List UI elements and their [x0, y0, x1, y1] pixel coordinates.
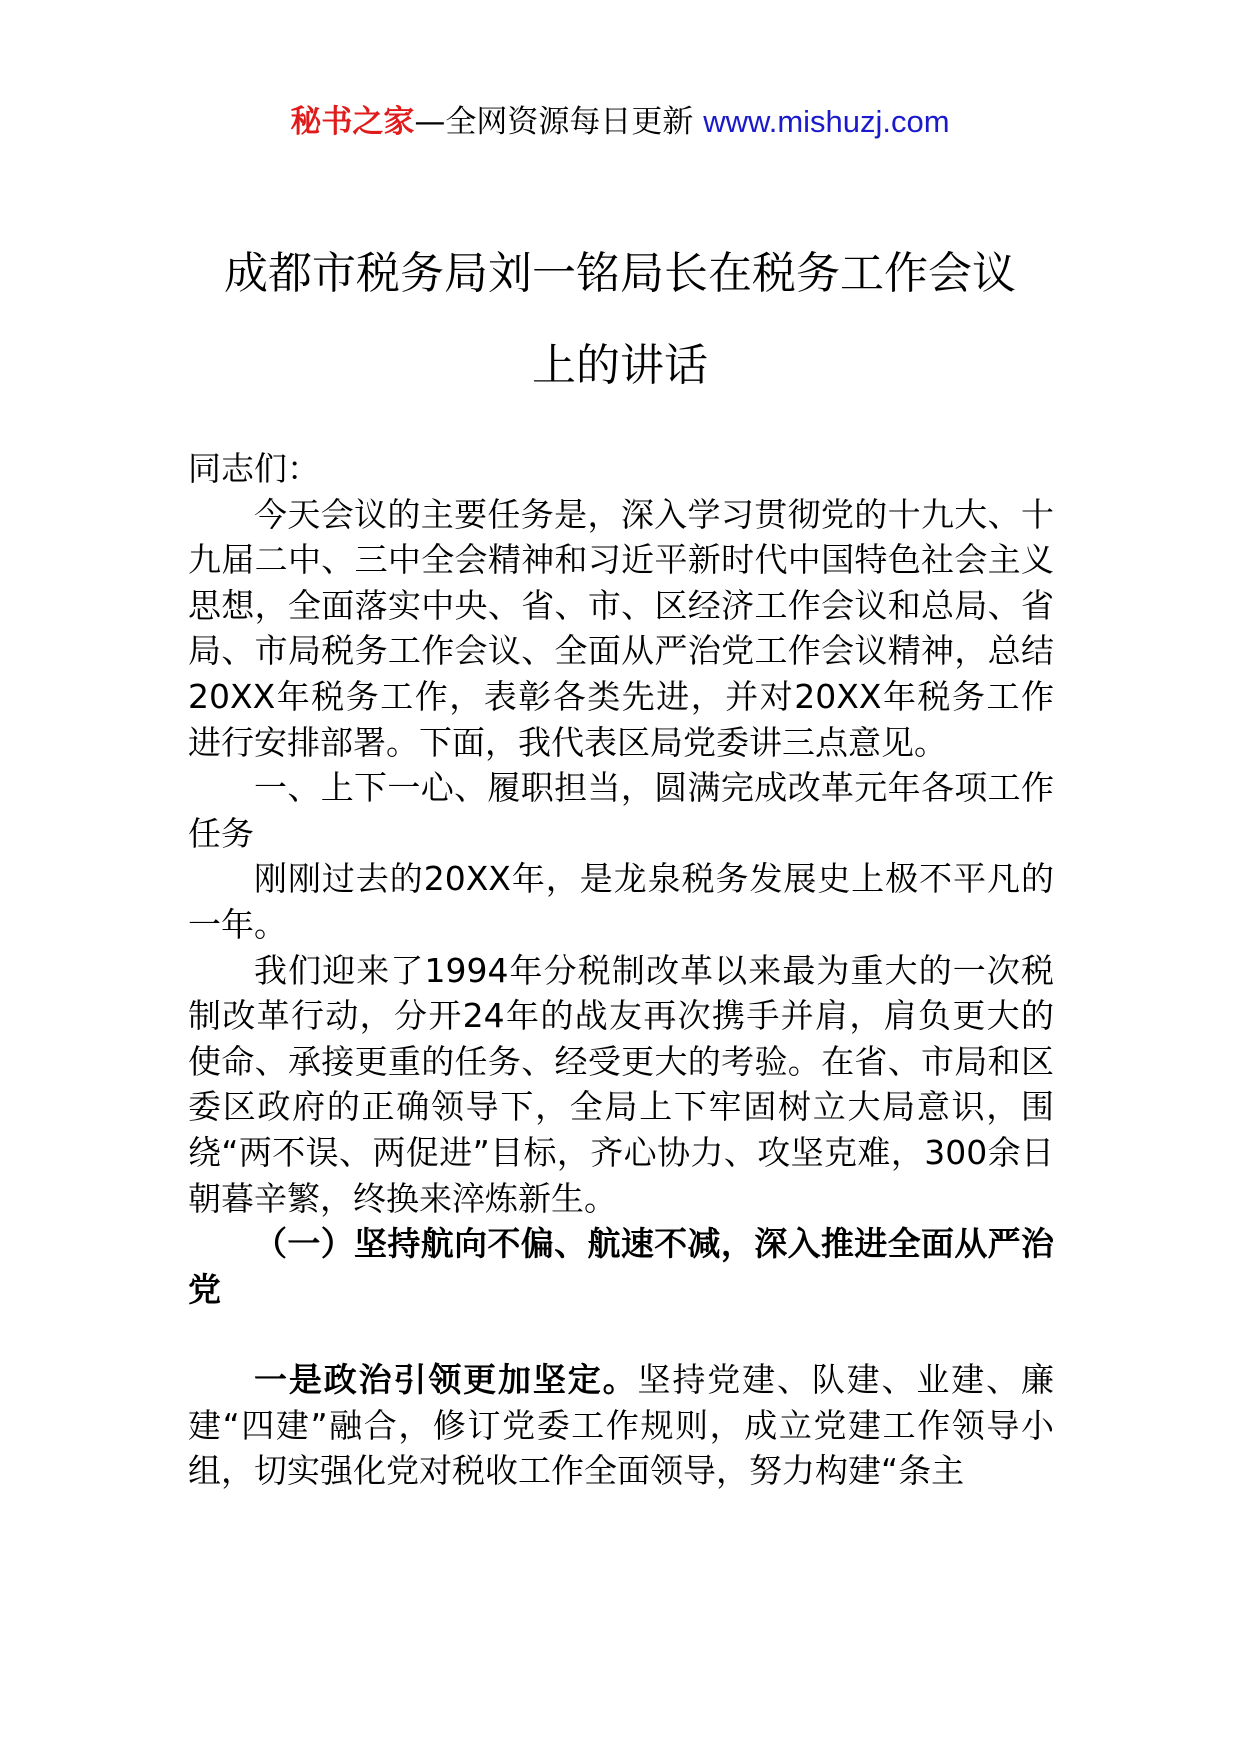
paragraph-spacer [188, 1312, 1054, 1357]
paragraph-intro: 今天会议的主要任务是，深入学习贯彻党的十九大、十九届二中、三中全会精神和习近平新时代中国特色社会主义思想，全面落实中央、省、市、区经济工作会议和总局、省局、市局税务工作会议、全面从严治党工作会议精神，总结20XX年税务工作，表彰各类先进，并对20XX年税务工作进行安排部署。下面，我代表区局党委讲三点意见。 [188, 494, 1054, 762]
section-heading-1: 一、上下一心、履职担当，圆满完成改革元年各项工作任务 [188, 768, 1054, 853]
document-title [190, 228, 1050, 412]
brand-name: 秘书之家 [290, 104, 415, 140]
salutation: 同志们： [188, 449, 320, 488]
paragraph-political-leadership [188, 1357, 1054, 1494]
paragraph-lead-bold: 一是政治引领更加坚定。 [254, 1360, 638, 1400]
document-body [188, 446, 1054, 1494]
site-url-link[interactable]: www.mishuzj.com [703, 104, 950, 139]
paragraph-review: 刚刚过去的20XX年，是龙泉税务发展史上极不平凡的一年。 [188, 859, 1054, 944]
title-line-2: 上的讲话 [532, 340, 708, 391]
paragraph-lead-rest: 坚持党建、队建、业建、廉建“四建”融合，修订党委工作规则，成立党建工作领导小组，切实强化党对税收工作全面领导，努力构建“条主 [188, 1360, 1055, 1491]
subsection-heading-1: （一）坚持航向不偏、航速不减，深入推进全面从严治党 [188, 1224, 1054, 1309]
paragraph-reform: 我们迎来了1994年分税制改革以来最为重大的一次税制改革行动，分开24年的战友再次携手并肩，肩负更大的使命、承接更重的任务、经受更大的考验。在省、市局和区委区政府的正确领导下，全局上下牢固树立大局意识，围绕“两不误、两促进”目标，齐心协力、攻坚克难，300余日朝暮辛繁，终换来淬炼新生。 [188, 950, 1054, 1218]
header-tagline: —全网资源每日更新 [414, 104, 694, 140]
site-header [0, 100, 1240, 144]
title-line-1: 成都市税务局刘一铭局长在税务工作会议 [224, 248, 1016, 299]
